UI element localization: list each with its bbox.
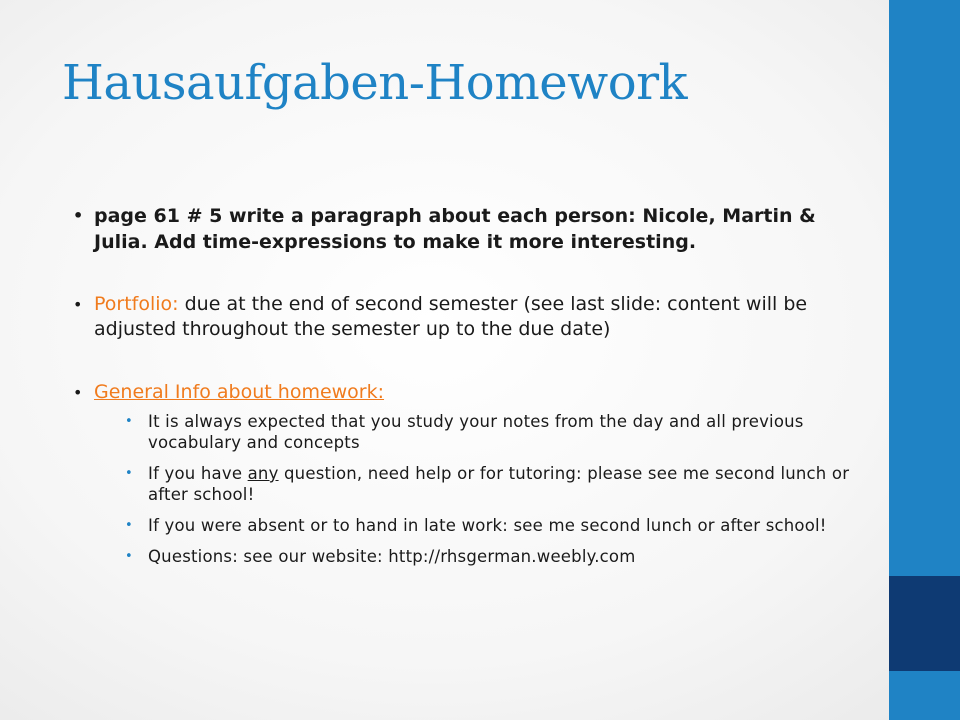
sub-bullet-icon: •: [125, 549, 133, 564]
sub-item-study: [125, 411, 863, 453]
portfolio-text: due at the end of second semester (see last slide: content will be adjusted throughout the semester up to the due date): [94, 293, 808, 340]
sub-item-text: It is always expected that you study your notes from the day and all previous vocabulary and concepts: [148, 412, 804, 452]
sub-item-emphasis: any: [247, 464, 279, 483]
sub-bullet-icon: •: [125, 414, 133, 429]
sub-item-text: Questions: see our website: http://rhsgerman.weebly.com: [148, 547, 636, 566]
slide-title: Hausaufgaben-Homework: [62, 55, 688, 111]
assignment-text: page 61 # 5 write a paragraph about each person: Nicole, Martin & Julia. Add time-expressions to make it more interesting.: [94, 205, 816, 253]
sub-item-text: If you were absent or to hand in late work: see me second lunch or after school!: [148, 516, 827, 535]
general-info-link[interactable]: General Info about homework:: [94, 381, 385, 403]
sub-item-text-after: question, need help or for tutoring: please see me second lunch or after school!: [148, 464, 850, 504]
bullet-icon: •: [73, 383, 83, 402]
sub-item-text-before: If you have: [148, 464, 248, 483]
sub-item-website: [125, 546, 863, 567]
bullet-item-general-info: [73, 380, 863, 567]
sub-item-questions-help: [125, 463, 863, 505]
bullet-icon: •: [73, 295, 83, 314]
sub-bullet-icon: •: [125, 518, 133, 533]
bullet-item-assignment: [73, 203, 863, 255]
bullet-item-portfolio: [73, 292, 863, 342]
slide-content: [73, 203, 863, 577]
sub-bullet-icon: •: [125, 466, 133, 481]
sub-item-absent: [125, 515, 863, 536]
bullet-icon: •: [73, 206, 84, 225]
portfolio-label: Portfolio:: [94, 293, 179, 315]
side-accent-block: [889, 576, 960, 671]
sub-list: [94, 411, 863, 567]
